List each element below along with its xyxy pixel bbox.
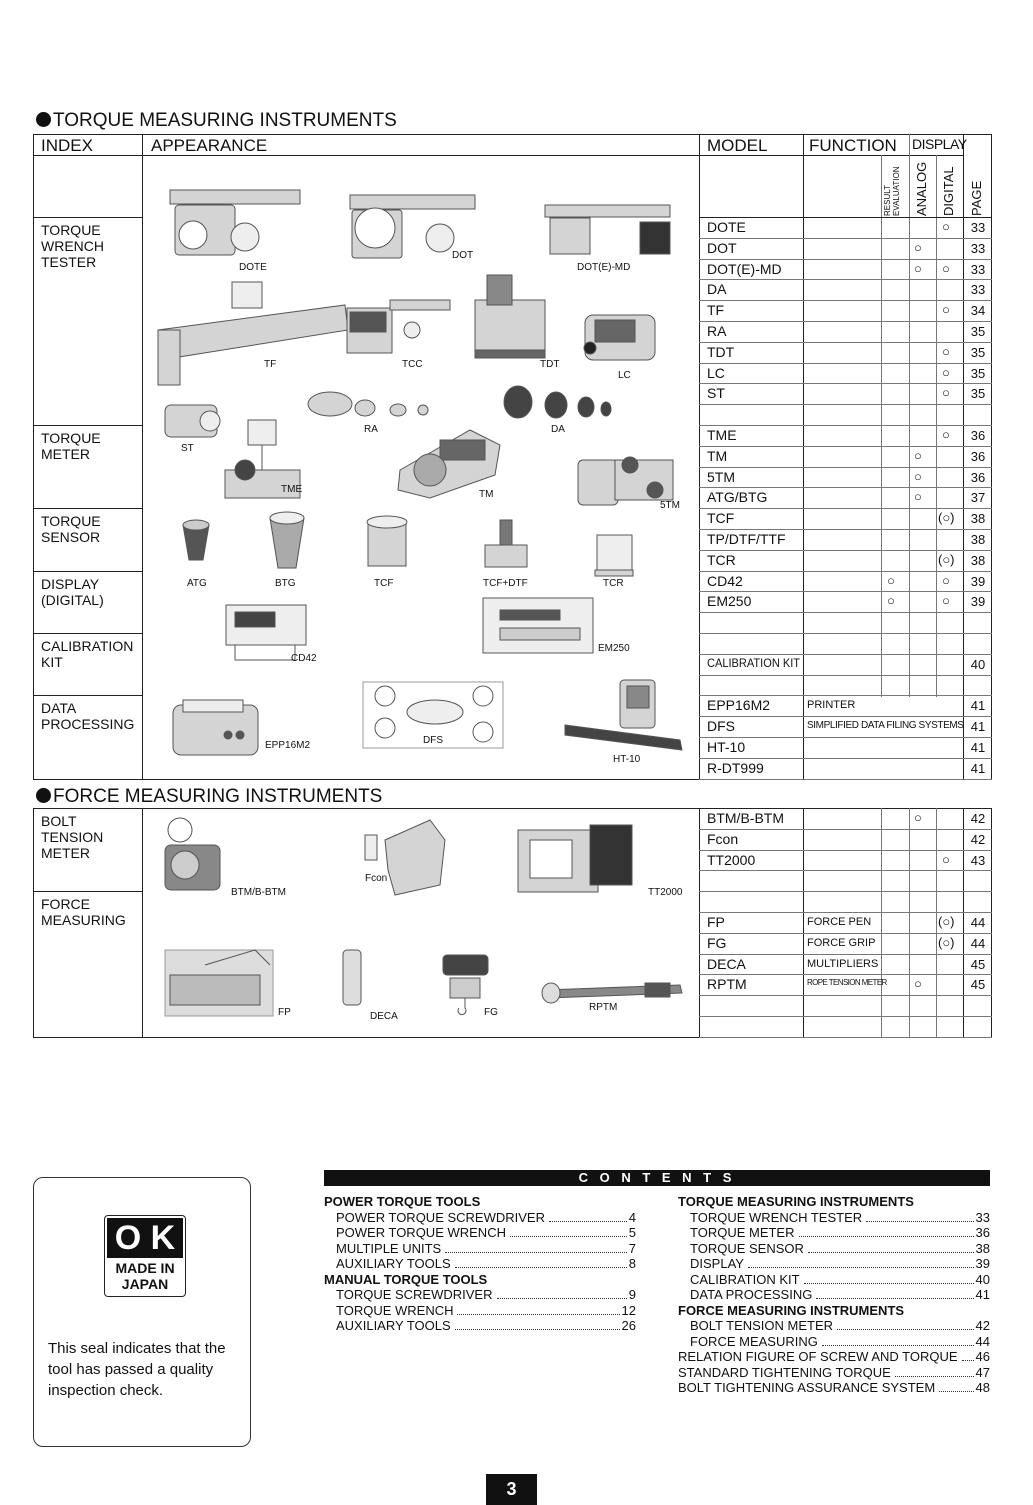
index-line: METER [41, 446, 90, 462]
index-line: CALIBRATION [41, 638, 134, 654]
index-line: PROCESSING [41, 716, 135, 732]
analog-cell: ○ [914, 976, 922, 992]
index-bolt-tension-meter [41, 813, 103, 861]
digital-cell: ○ [942, 364, 950, 380]
caption-dot: DOT [452, 250, 474, 261]
contents-item-label: TORQUE METER [690, 1225, 795, 1240]
contents-item-page: 46 [975, 1349, 990, 1364]
header-digital: DIGITAL [941, 166, 956, 216]
page-cell: 33 [970, 261, 986, 277]
contents-item-label: FORCE MEASURING [690, 1333, 818, 1349]
contents-heading: MANUAL TORQUE TOOLS [324, 1271, 488, 1287]
contents-item [324, 1287, 636, 1303]
function-cell: MULTIPLIERS [807, 957, 879, 970]
made-in-label: MADE IN [115, 1260, 175, 1276]
index-force-measuring [41, 896, 126, 928]
contents-item-label: CALIBRATION KIT [690, 1271, 800, 1287]
digital-cell: (○) [938, 510, 955, 526]
analog-cell: ○ [914, 489, 922, 505]
caption-tm: TM [479, 489, 494, 500]
contents-item [324, 1210, 636, 1226]
contents-item [678, 1365, 990, 1381]
japan-label: JAPAN [121, 1276, 169, 1292]
contents-item-label: BOLT TIGHTENING ASSURANCE SYSTEM [678, 1380, 936, 1395]
model-cell: FP [707, 914, 725, 930]
dot-leader [455, 1329, 620, 1330]
page-cell: 39 [970, 573, 986, 589]
contents-item-page: 8 [628, 1256, 636, 1271]
contents-item [324, 1256, 636, 1272]
row-divider [699, 974, 992, 975]
page-cell: 41 [970, 719, 986, 735]
contents-item-page: 12 [621, 1302, 636, 1318]
row-divider [699, 383, 992, 384]
caption-tcf: TCF [374, 578, 394, 589]
model-cell: ST [707, 385, 725, 402]
row-divider [699, 737, 992, 738]
contents-item [678, 1241, 990, 1257]
contents-item-label: DISPLAY [690, 1256, 744, 1271]
model-cell: DOT(E)-MD [707, 260, 782, 277]
model-cell: DA [707, 281, 727, 298]
contents-item [678, 1349, 990, 1365]
index-line: DISPLAY [41, 576, 100, 592]
caption-fcon: Fcon [365, 873, 388, 884]
row-divider [699, 425, 992, 426]
model-cell: EM250 [707, 593, 752, 610]
contents-item-page: 47 [975, 1364, 990, 1380]
dot-leader [939, 1391, 973, 1392]
model-cell: DECA [707, 955, 746, 972]
contents-item-label: BOLT TENSION METER [690, 1318, 834, 1333]
row-divider [699, 995, 992, 996]
digital-cell: ○ [942, 572, 950, 588]
function-cell: PRINTER [807, 699, 856, 712]
row-divider [699, 363, 992, 364]
force-section-title-text: FORCE MEASURING INSTRUMENTS [53, 786, 383, 807]
model-cell: RPTM [707, 976, 747, 993]
model-cell: DFS [707, 718, 735, 735]
row-divider [699, 675, 992, 676]
contents-title: C O N T E N T S [324, 1170, 990, 1186]
model-cell: TCR [707, 551, 736, 568]
contents-item-label: TORQUE WRENCH [336, 1302, 454, 1318]
row-divider [699, 404, 992, 405]
contents-item [324, 1318, 636, 1334]
dot-leader [962, 1360, 974, 1361]
contents-item-label: AUXILIARY TOOLS [336, 1256, 451, 1271]
row-divider [699, 933, 992, 934]
dot-leader [455, 1267, 627, 1268]
contents-heading: POWER TORQUE TOOLS [324, 1194, 481, 1209]
digital-cell: ○ [942, 302, 950, 318]
page-cell: 35 [970, 386, 986, 402]
contents-item-page: 26 [621, 1318, 636, 1333]
digital-cell: (○) [938, 934, 955, 950]
contents-item [324, 1225, 636, 1241]
row-divider [699, 591, 992, 592]
dot-leader [497, 1298, 627, 1299]
row-divider [699, 779, 992, 780]
caption-deca: DECA [370, 1011, 398, 1022]
page-cell: 33 [970, 240, 986, 256]
index-line: FORCE [41, 896, 90, 912]
index-line: BOLT [41, 813, 77, 829]
ok-seal-label: O K [107, 1218, 183, 1258]
digital-cell: ○ [942, 593, 950, 609]
row-divider [699, 550, 992, 551]
caption-ht-10: HT-10 [613, 754, 641, 765]
function-cell: ROPE TENSION METER [807, 978, 887, 988]
contents-item [678, 1272, 990, 1288]
digital-cell: ○ [942, 385, 950, 401]
contents-item [678, 1256, 990, 1272]
header-evaluation-line: EVALUATION [892, 166, 901, 216]
row-divider [699, 850, 992, 851]
page-cell: 40 [970, 656, 986, 672]
caption-cd42: CD42 [291, 653, 317, 664]
page-cell: 41 [970, 740, 986, 755]
row-divider [699, 259, 992, 260]
dot-leader [895, 1376, 974, 1377]
caption-5tm: 5TM [660, 500, 680, 511]
bullet-icon [36, 788, 51, 803]
page-cell: 36 [970, 469, 986, 485]
dot-leader [822, 1345, 974, 1346]
model-cell: HT-10 [707, 739, 746, 755]
dot-leader [549, 1221, 627, 1222]
page-cell: 38 [970, 511, 986, 527]
caption-tcf-dtf: TCF+DTF [483, 578, 528, 589]
page-cell: 41 [970, 760, 986, 776]
caption-atg: ATG [187, 578, 207, 589]
contents-item-page: 48 [975, 1380, 990, 1395]
contents-item-page: 42 [975, 1318, 990, 1333]
model-cell: DOTE [707, 219, 746, 235]
caption-ra: RA [364, 424, 378, 435]
row-divider [699, 529, 992, 530]
contents-item-label: AUXILIARY TOOLS [336, 1318, 451, 1333]
contents-item-label: MULTIPLE UNITS [336, 1240, 442, 1256]
contents-item [678, 1334, 990, 1350]
page-cell: 36 [970, 428, 986, 443]
row-divider [699, 300, 992, 301]
contents-item [678, 1225, 990, 1241]
digital-cell: (○) [938, 551, 955, 567]
page-number: 3 [486, 1474, 537, 1505]
seal-description: This seal indicates that the tool has passed a quality inspection check. [48, 1340, 226, 1399]
row-divider [699, 870, 992, 871]
digital-cell: ○ [942, 851, 950, 867]
analog-cell: ○ [914, 810, 922, 825]
dot-leader [799, 1236, 974, 1237]
row-divider [699, 571, 992, 572]
row-divider [699, 467, 992, 468]
page-cell: 44 [970, 935, 986, 951]
model-cell: BTM/B-BTM [707, 810, 784, 826]
model-cell: TDT [707, 343, 735, 360]
index-line: METER [41, 845, 90, 861]
page-cell: 35 [970, 365, 986, 381]
dot-leader [510, 1236, 627, 1237]
page-cell: 33 [970, 220, 986, 235]
contents-item-page: 9 [628, 1287, 636, 1302]
contents-item-label: TORQUE SCREWDRIVER [336, 1287, 493, 1302]
contents-item-label: POWER TORQUE SCREWDRIVER [336, 1209, 545, 1225]
page-cell: 36 [970, 448, 986, 464]
index-line: TORQUE [41, 430, 101, 446]
index-line: TENSION [41, 829, 104, 845]
caption-fp: FP [278, 1007, 291, 1018]
contents-item-page: 39 [975, 1256, 990, 1271]
contents-item [678, 1210, 990, 1226]
page-cell: 38 [970, 552, 986, 568]
torque-section-title-text: TORQUE MEASURING INSTRUMENTS [53, 110, 397, 131]
model-cell: RA [707, 323, 727, 339]
row-divider [699, 321, 992, 322]
dot-leader [837, 1329, 974, 1330]
page-cell: 38 [970, 532, 986, 547]
contents-item-label: RELATION FIGURE OF SCREW AND TORQUE [678, 1349, 958, 1364]
page-cell: 43 [970, 852, 986, 868]
model-cell: Fcon [707, 830, 739, 847]
result-evaluation-cell: ○ [887, 572, 895, 588]
contents-item-page: 40 [975, 1271, 990, 1287]
row-divider [699, 342, 992, 343]
caption-tf: TF [264, 359, 277, 370]
row-divider [699, 1016, 992, 1017]
model-cell: TCF [707, 510, 735, 527]
function-cell: FORCE GRIP [807, 936, 876, 949]
digital-cell: ○ [942, 343, 950, 359]
caption-btg: BTG [275, 578, 296, 589]
page-cell: 33 [970, 282, 986, 298]
page-cell: 42 [970, 811, 986, 826]
page-cell: 39 [970, 594, 986, 610]
caption-tcc: TCC [402, 359, 423, 370]
header-page: PAGE [969, 180, 984, 216]
caption-dot-e-md: DOT(E)-MD [577, 262, 631, 273]
row-divider [699, 238, 992, 239]
contents-item [678, 1287, 990, 1303]
dot-leader [445, 1252, 627, 1253]
analog-cell: ○ [914, 447, 922, 463]
row-divider [699, 612, 992, 613]
row-divider [699, 716, 992, 717]
index-line: SENSOR [41, 529, 101, 545]
result-evaluation-cell: ○ [887, 593, 895, 609]
caption-tt2000: TT2000 [648, 887, 683, 898]
model-cell: TF [707, 302, 725, 319]
caption-dfs: DFS [423, 735, 443, 746]
caption-dote: DOTE [239, 262, 267, 273]
model-cell: CD42 [707, 572, 743, 589]
header-analog: ANALOG [914, 161, 929, 216]
row-divider [699, 758, 992, 759]
dot-leader [748, 1267, 974, 1268]
analog-cell: ○ [914, 468, 922, 484]
contents-left-column [324, 1194, 636, 1334]
page-cell: 41 [970, 698, 986, 714]
dot-leader [816, 1298, 973, 1299]
header-result-line: RESULT [883, 185, 892, 216]
contents-item-page: 5 [628, 1225, 636, 1240]
contents-item-label: POWER TORQUE WRENCH [336, 1225, 506, 1240]
page-cell: 35 [970, 344, 986, 360]
page-cell: 42 [970, 831, 986, 847]
index-line: DATA [41, 700, 77, 716]
caption-da: DA [551, 424, 565, 435]
index-line: KIT [41, 654, 63, 670]
contents-item [678, 1318, 990, 1334]
row-divider [699, 487, 992, 488]
model-cell: TM [707, 447, 728, 464]
analog-cell: ○ [914, 260, 922, 276]
contents-heading: FORCE MEASURING INSTRUMENTS [678, 1302, 905, 1318]
model-cell: TT2000 [707, 851, 756, 868]
contents-item [678, 1380, 990, 1396]
model-cell: TME [707, 427, 737, 443]
contents-right-column [678, 1194, 990, 1396]
page-cell: 35 [970, 324, 986, 339]
model-cell: EPP16M2 [707, 697, 771, 714]
contents-item-page: 4 [628, 1209, 636, 1225]
digital-cell: ○ [942, 427, 950, 442]
header-model: MODEL [707, 136, 768, 155]
row-divider [699, 508, 992, 509]
dot-leader [457, 1314, 619, 1315]
model-cell: DOT [707, 239, 737, 256]
dot-leader [808, 1252, 974, 1253]
quality-seal-box [33, 1177, 251, 1447]
caption-epp16m2: EPP16M2 [265, 740, 311, 751]
caption-fg: FG [484, 1007, 498, 1018]
page-cell: 44 [970, 915, 986, 930]
header-appearance: APPEARANCE [151, 136, 268, 155]
digital-cell: (○) [938, 914, 955, 929]
page-cell: 45 [970, 977, 986, 993]
caption-tme: TME [281, 484, 303, 495]
contents-item-page: 44 [975, 1333, 990, 1349]
row-divider [699, 912, 992, 913]
contents-item-page: 7 [628, 1240, 636, 1256]
index-line: TESTER [41, 254, 97, 270]
caption-tcr: TCR [603, 578, 624, 589]
index-line: TORQUE [41, 222, 101, 238]
row-divider [699, 829, 992, 830]
row-divider [699, 891, 992, 892]
model-cell: LC [707, 364, 725, 381]
model-cell: TP/DTF/TTF [707, 531, 786, 547]
page-cell: 45 [970, 956, 986, 972]
model-cell: FG [707, 934, 727, 951]
function-cell: FORCE PEN [807, 916, 872, 928]
row-divider [699, 279, 992, 280]
page-cell: 34 [970, 303, 986, 319]
dot-leader [804, 1283, 974, 1284]
caption-rptm: RPTM [589, 1002, 618, 1013]
index-line: TORQUE [41, 513, 101, 529]
function-cell: SIMPLIFIED DATA FILING SYSTEMS [807, 720, 964, 732]
header-display: DISPLAY [912, 136, 967, 152]
force-section-title [36, 786, 382, 808]
row-divider [699, 633, 992, 634]
model-cell: R-DT999 [707, 759, 764, 776]
contents-item-page: 38 [975, 1240, 990, 1256]
caption-em250: EM250 [598, 643, 630, 654]
contents-item [324, 1241, 636, 1257]
index-line: (DIGITAL) [41, 592, 104, 608]
index-line: MEASURING [41, 912, 126, 928]
contents-heading: TORQUE MEASURING INSTRUMENTS [678, 1194, 914, 1209]
caption-btm: BTM/B-BTM [231, 887, 286, 898]
contents-item-page: 41 [975, 1287, 990, 1302]
page-cell: 37 [970, 490, 986, 506]
dot-leader [866, 1221, 973, 1222]
model-cell: ATG/BTG [707, 489, 768, 506]
ok-seal [104, 1215, 186, 1297]
model-cell: 5TM [707, 468, 735, 485]
contents-item-label: STANDARD TIGHTENING TORQUE [678, 1364, 891, 1380]
header-index: INDEX [41, 136, 93, 155]
model-cell: CALIBRATION KIT [707, 655, 801, 670]
row-divider [699, 654, 992, 655]
caption-lc: LC [618, 370, 631, 381]
row-divider [699, 1037, 992, 1038]
caption-tdt: TDT [540, 359, 560, 370]
contents-item-page: 36 [975, 1225, 990, 1240]
contents-item [324, 1303, 636, 1319]
contents-item-label: TORQUE WRENCH TESTER [690, 1209, 863, 1225]
contents-item-page: 33 [975, 1209, 990, 1225]
header-function: FUNCTION [809, 136, 897, 155]
contents-item-label: TORQUE SENSOR [690, 1240, 804, 1256]
index-line: WRENCH [41, 238, 104, 254]
digital-cell: ○ [942, 260, 950, 276]
digital-cell: ○ [942, 219, 950, 234]
row-divider [699, 695, 992, 696]
row-divider [699, 954, 992, 955]
row-divider [699, 446, 992, 447]
caption-st: ST [181, 443, 194, 454]
analog-cell: ○ [914, 239, 922, 255]
contents-item-label: DATA PROCESSING [690, 1287, 813, 1302]
